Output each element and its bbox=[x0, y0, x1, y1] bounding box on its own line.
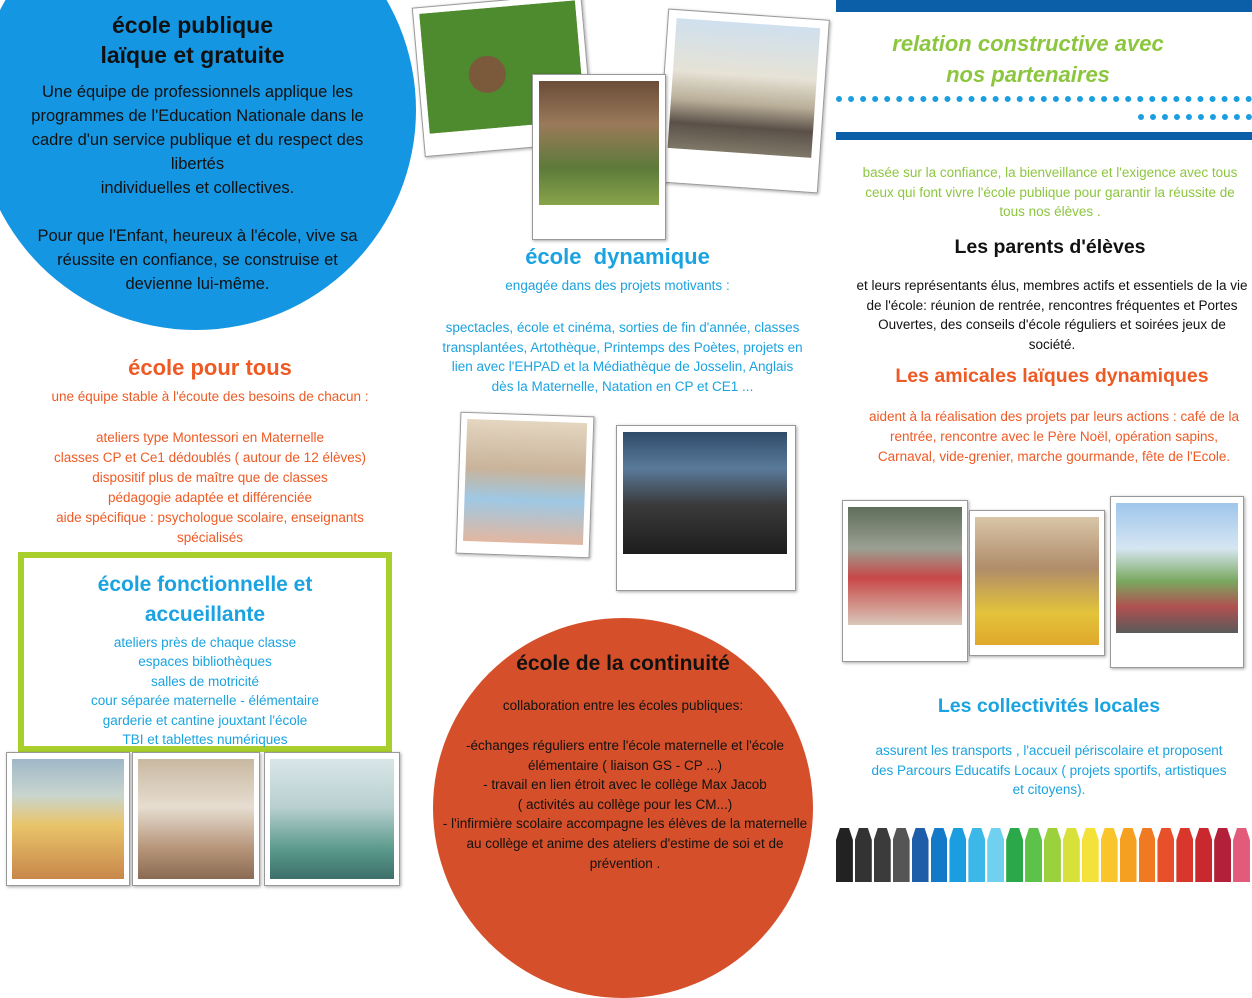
collectivites-title: Les collectivités locales bbox=[937, 695, 1161, 717]
photo-fete bbox=[1110, 496, 1244, 668]
dotted-line bbox=[1138, 114, 1252, 120]
list-item: espaces bibliothèques bbox=[138, 654, 272, 670]
crayons-image bbox=[836, 822, 1252, 882]
crayon bbox=[1214, 822, 1231, 882]
crayon bbox=[1101, 822, 1118, 882]
list-item: ateliers type Montessori en Maternelle bbox=[95, 430, 325, 445]
ecole-dynamique-subtitle: engagée dans des projets motivants : bbox=[505, 278, 730, 293]
list-item: TBI et tablettes numériques bbox=[122, 732, 288, 748]
photo-jeux bbox=[969, 510, 1105, 656]
ecole-dynamique-title: école dynamique bbox=[525, 244, 710, 269]
photo-chorale bbox=[616, 425, 796, 591]
ecole-pour-tous-subtitle: une équipe stable à l'écoute des besoins de chacun : bbox=[51, 389, 369, 404]
crayon bbox=[931, 822, 948, 882]
crayon bbox=[1044, 822, 1061, 882]
list-item: salles de motricité bbox=[150, 673, 260, 689]
crayon bbox=[1176, 822, 1193, 882]
crayon bbox=[1025, 822, 1042, 882]
photo-bibliotheque bbox=[456, 412, 595, 559]
relation-title: relation constructive avec nos partenaires bbox=[892, 31, 1164, 87]
photo-motricite bbox=[264, 752, 400, 886]
crayon bbox=[893, 822, 910, 882]
fonctionnelle-list bbox=[24, 633, 386, 749]
list-item: aide spécifique : psychologue scolaire, enseignants spécialisés bbox=[56, 510, 364, 545]
list-item: garderie et cantine jouxtant l'école bbox=[102, 712, 308, 728]
fonctionnelle-title: école fonctionnelle et accueillante bbox=[97, 573, 313, 626]
photo-sculptures bbox=[532, 74, 666, 240]
collectivites-body: assurent les transports , l'accueil périscolaire et proposent des Parcours Educatifs Locaux ( projets sportifs, artistiques et citoyens). bbox=[871, 743, 1227, 798]
crayon bbox=[1006, 822, 1023, 882]
relation-body: basée sur la confiance, la bienveillance et l'exigence avec tous ceux qui font vivre l'école publique pour garantir la réussite de tous nos élèves . bbox=[862, 165, 1238, 219]
list-item: classes CP et Ce1 dédoublés ( autour de 12 élèves) bbox=[54, 450, 366, 465]
top-bar bbox=[836, 0, 1252, 12]
list-item: dispositif plus de maître que de classes bbox=[92, 470, 328, 485]
ecole-pour-tous-title: école pour tous bbox=[128, 355, 292, 380]
parents-title: Les parents d'élèves bbox=[954, 236, 1146, 258]
fonctionnelle-box bbox=[18, 552, 392, 752]
photo-carnaval bbox=[842, 500, 968, 662]
ecole-publique-body: Une équipe de professionnels applique les programmes de l'Education Nationale dans le cadre d'un service publique et du respect des libertés individuelles et collectives. Pour que l'Enfant, heureux à l'école, vive sa réussite en confiance, se construise et devienne lui-même. bbox=[31, 83, 364, 293]
crayon bbox=[1233, 822, 1250, 882]
continuite-body: -échanges réguliers entre l'école maternelle et l'école élémentaire ( liaison GS - CP ...) - travail en lien étroit avec le collège Max Jacob ( activités au collège pour les CM...) - l'infirmière scolaire accompagne les élèves de la maternelle au collège et anime des ateliers d'estime de soi et de prévention . bbox=[442, 738, 808, 871]
crayon bbox=[1063, 822, 1080, 882]
crayon bbox=[912, 822, 929, 882]
crayon bbox=[1120, 822, 1137, 882]
crayon bbox=[1157, 822, 1174, 882]
photo-chateau bbox=[656, 9, 830, 194]
crayon bbox=[1082, 822, 1099, 882]
crayon bbox=[855, 822, 872, 882]
crayon bbox=[1139, 822, 1156, 882]
list-item: cour séparée maternelle - élémentaire bbox=[90, 693, 320, 709]
photo-classroom bbox=[6, 752, 130, 886]
crayon bbox=[1195, 822, 1212, 882]
ecole-pour-tous-list bbox=[10, 428, 410, 548]
mid-bar bbox=[836, 132, 1252, 140]
parents-body: et leurs représentants élus, membres actifs et essentiels de la vie de l'école: réunion de rentrée, rencontres fréquentes et Portes Ouvertes, des conseils d'école réguliers et soirées jeux de société. bbox=[856, 278, 1248, 352]
photo-classroom-2 bbox=[132, 752, 260, 886]
crayon bbox=[874, 822, 891, 882]
ecole-publique-title: école publique laïque et gratuite bbox=[100, 12, 285, 68]
list-item: ateliers près de chaque classe bbox=[113, 635, 297, 650]
crayon bbox=[968, 822, 985, 882]
amicales-body: aident à la réalisation des projets par leurs actions : café de la rentrée, rencontre avec le Père Noël, opération sapins, Carnaval, vide-grenier, marche gourmande, fête de l'Ecole. bbox=[869, 409, 1239, 464]
crayon bbox=[949, 822, 966, 882]
amicales-title: Les amicales laïques dynamiques bbox=[895, 365, 1209, 387]
ecole-dynamique-body: spectacles, école et cinéma, sorties de fin d'année, classes transplantées, Artothèque, Printemps des Poètes, projets en lien avec l'EHPAD et la Médiathèque de Josselin, Anglais dès la Maternelle, Natation en CP et CE1 ... bbox=[442, 320, 803, 394]
crayon bbox=[987, 822, 1004, 882]
list-item: pédagogie adaptée et différenciée bbox=[108, 490, 312, 505]
dotted-line bbox=[836, 96, 1252, 102]
crayon bbox=[836, 822, 853, 882]
continuite-subtitle: collaboration entre les écoles publiques: bbox=[502, 698, 744, 713]
continuite-title: école de la continuité bbox=[516, 652, 730, 675]
